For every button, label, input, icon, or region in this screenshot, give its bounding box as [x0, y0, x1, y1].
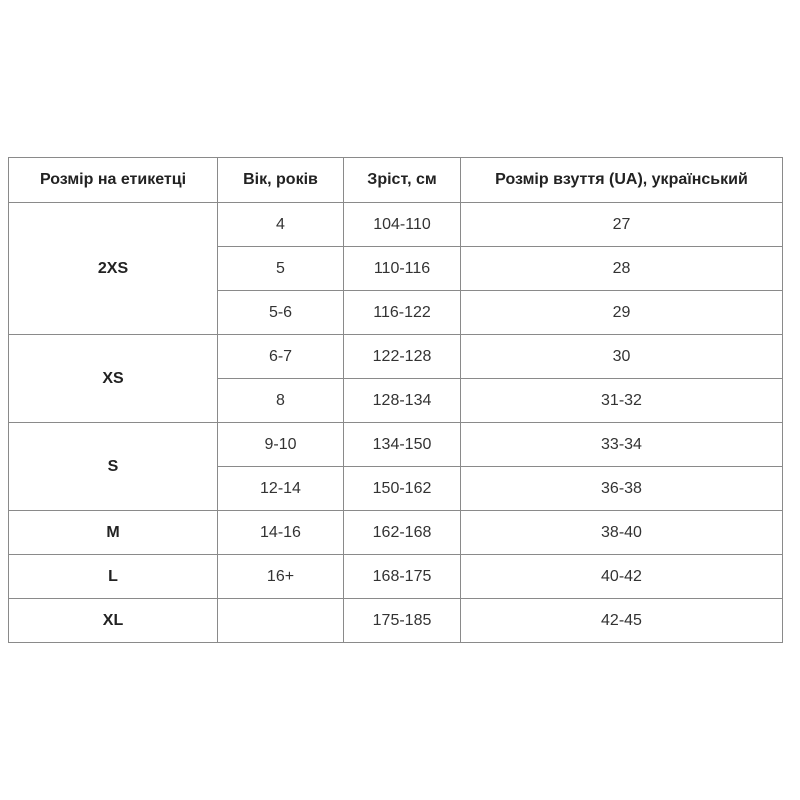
- size-label: XS: [9, 335, 218, 423]
- table-header-row: [9, 158, 783, 203]
- shoe-size-cell: 40-42: [461, 555, 783, 599]
- header-shoe-size: Розмір взуття (UA), український: [461, 158, 783, 203]
- table-row: [9, 511, 783, 555]
- header-age: Вік, років: [218, 158, 344, 203]
- height-cell: 110-116: [344, 247, 461, 291]
- height-cell: 162-168: [344, 511, 461, 555]
- shoe-size-cell: 30: [461, 335, 783, 379]
- height-cell: 104-110: [344, 203, 461, 247]
- height-cell: 175-185: [344, 599, 461, 643]
- age-cell: 12-14: [218, 467, 344, 511]
- table-row: [9, 599, 783, 643]
- size-label: M: [9, 511, 218, 555]
- size-label: S: [9, 423, 218, 511]
- height-cell: 122-128: [344, 335, 461, 379]
- size-label: XL: [9, 599, 218, 643]
- height-cell: 116-122: [344, 291, 461, 335]
- shoe-size-cell: 29: [461, 291, 783, 335]
- shoe-size-cell: 42-45: [461, 599, 783, 643]
- age-cell: 5: [218, 247, 344, 291]
- table-row: [9, 203, 783, 247]
- size-label: L: [9, 555, 218, 599]
- height-cell: 134-150: [344, 423, 461, 467]
- shoe-size-cell: 27: [461, 203, 783, 247]
- table-row: [9, 423, 783, 467]
- size-chart-table: [8, 157, 783, 643]
- table-row: [9, 555, 783, 599]
- shoe-size-cell: 31-32: [461, 379, 783, 423]
- age-cell: 5-6: [218, 291, 344, 335]
- age-cell: 14-16: [218, 511, 344, 555]
- height-cell: 150-162: [344, 467, 461, 511]
- shoe-size-cell: 33-34: [461, 423, 783, 467]
- shoe-size-cell: 36-38: [461, 467, 783, 511]
- table-row: [9, 335, 783, 379]
- header-height: Зріст, см: [344, 158, 461, 203]
- age-cell: 16+: [218, 555, 344, 599]
- age-cell: 9-10: [218, 423, 344, 467]
- shoe-size-cell: 28: [461, 247, 783, 291]
- height-cell: 168-175: [344, 555, 461, 599]
- age-cell: 6-7: [218, 335, 344, 379]
- age-cell: 4: [218, 203, 344, 247]
- height-cell: 128-134: [344, 379, 461, 423]
- age-cell: [218, 599, 344, 643]
- size-label: 2XS: [9, 203, 218, 335]
- header-size: Розмір на етикетці: [9, 158, 218, 203]
- age-cell: 8: [218, 379, 344, 423]
- shoe-size-cell: 38-40: [461, 511, 783, 555]
